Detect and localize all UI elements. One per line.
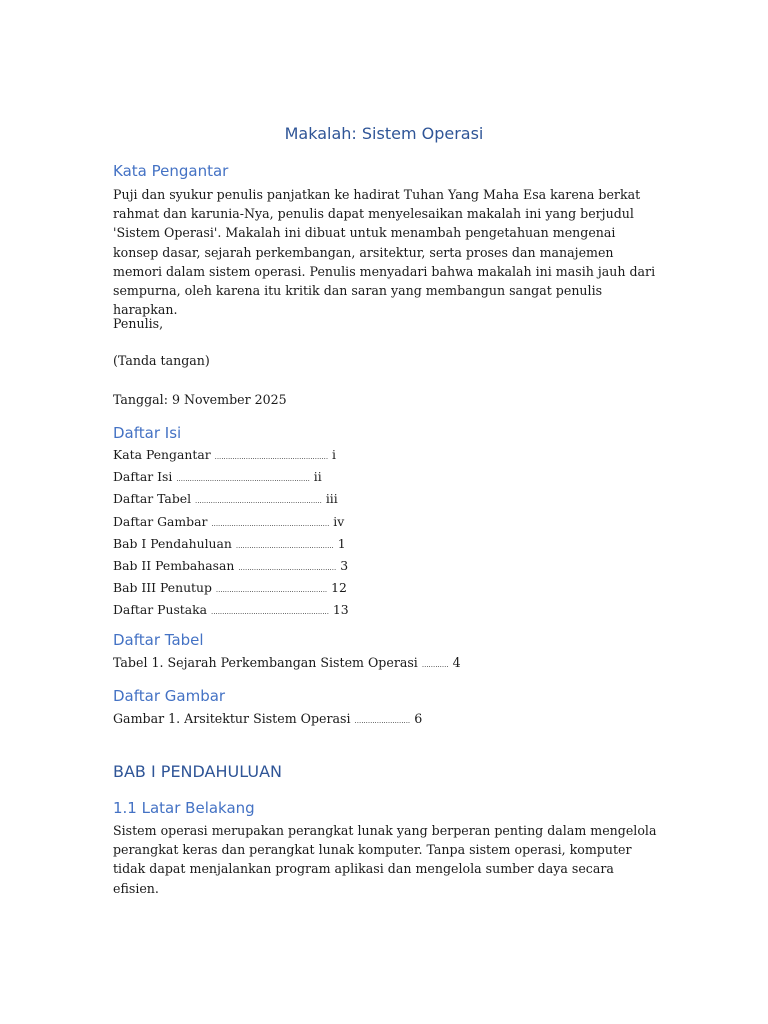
- entry-dots: ............: [421, 661, 449, 669]
- toc-entry-dots: ...................................................: [214, 453, 329, 461]
- kata-pengantar-paragraph: Puji dan syukur penulis panjatkan ke hadirat Tuhan Yang Maha Esa karena berkat rahmat dan karunia-Nya, penulis dapat menyelesaikan makalah ini yang berjudul 'Sistem Operasi'. Makalah ini dibuat untuk menambah pengetahuan mengenai konsep dasar, sejarah perkembangan, arsitektur, serta proses dan manajemen memori dalam sistem operasi. Penulis menyadari bahwa makalah ini masih jauh dari sempurna, oleh karena itu kritik dan saran yang membangun sangat penulis harapkan.: [113, 187, 656, 318]
- toc-entry-page: iv: [333, 513, 345, 529]
- heading-bab-1: BAB I PENDAHULUAN: [113, 762, 282, 781]
- entry-page: 6: [414, 711, 423, 726]
- toc-entry-label: Daftar Gambar: [113, 513, 208, 529]
- toc-entry-dots: ............................................................: [176, 475, 310, 484]
- heading-daftar-tabel: Daftar Tabel: [113, 631, 204, 649]
- toc-entry-dots: .....................................................: [211, 608, 329, 617]
- toc-entry-label: Daftar Tabel: [113, 491, 192, 507]
- toc-entry-label: Daftar Isi: [113, 469, 173, 485]
- table-list-entry: [113, 653, 461, 675]
- signature-placeholder: (Tanda tangan): [113, 353, 210, 368]
- heading-daftar-gambar: Daftar Gambar: [113, 687, 226, 705]
- toc-entry: [113, 600, 349, 622]
- heading-kata-pengantar: Kata Pengantar: [113, 162, 229, 180]
- toc-entry: [113, 578, 349, 600]
- toc-entry-dots: .....................................................: [211, 519, 330, 528]
- toc-entry-dots: ..................................................: [215, 586, 328, 595]
- toc-entry-dots: ............................................: [235, 541, 334, 550]
- heading-daftar-isi: Daftar Isi: [113, 424, 182, 442]
- toc-entry: [113, 512, 349, 534]
- toc-entry-label: Bab I Pendahuluan: [113, 535, 232, 551]
- latar-belakang-paragraph: Sistem operasi merupakan perangkat lunak yang berperan penting dalam mengelola perangkat keras dan perangkat lunak komputer. Tanpa sistem operasi, komputer tidak dapat menjalankan program aplikasi dan mengelola sumber daya secara efisien.: [113, 823, 657, 896]
- toc-entry-dots: .........................................................: [195, 497, 322, 506]
- toc-entry-page: ii: [313, 469, 322, 485]
- toc-entry-page: 3: [340, 558, 349, 574]
- toc-entry: [113, 556, 349, 578]
- toc-entry: [113, 489, 349, 511]
- toc-entry-page: 1: [337, 535, 346, 551]
- heading-latar-belakang: 1.1 Latar Belakang: [113, 799, 255, 817]
- entry-dots: .........................: [354, 717, 411, 725]
- toc-entry: [113, 534, 349, 556]
- entry-label: Gambar 1. Arsitektur Sistem Operasi: [113, 711, 351, 726]
- figure-list-entry: [113, 709, 422, 731]
- document-title: Makalah: Sistem Operasi: [284, 124, 484, 143]
- toc-entry: [113, 445, 349, 467]
- toc-entry-label: Daftar Pustaka: [113, 602, 208, 618]
- table-of-contents: [113, 445, 349, 623]
- date-line: Tanggal: 9 November 2025: [113, 392, 287, 407]
- toc-entry-label: Bab III Penutup: [113, 580, 212, 596]
- toc-entry-label: Bab II Pembahasan: [113, 558, 235, 574]
- toc-entry-page: 13: [332, 602, 349, 618]
- toc-entry-page: iii: [325, 491, 338, 507]
- entry-page: 4: [452, 655, 461, 670]
- toc-entry: [113, 467, 349, 489]
- toc-entry-dots: ............................................: [238, 564, 337, 573]
- penulis-line: Penulis,: [113, 316, 164, 331]
- toc-entry-label: Kata Pengantar: [113, 447, 211, 462]
- toc-entry-page: i: [332, 447, 336, 462]
- toc-entry-page: 12: [331, 580, 347, 596]
- entry-label: Tabel 1. Sejarah Perkembangan Sistem Operasi: [113, 655, 418, 670]
